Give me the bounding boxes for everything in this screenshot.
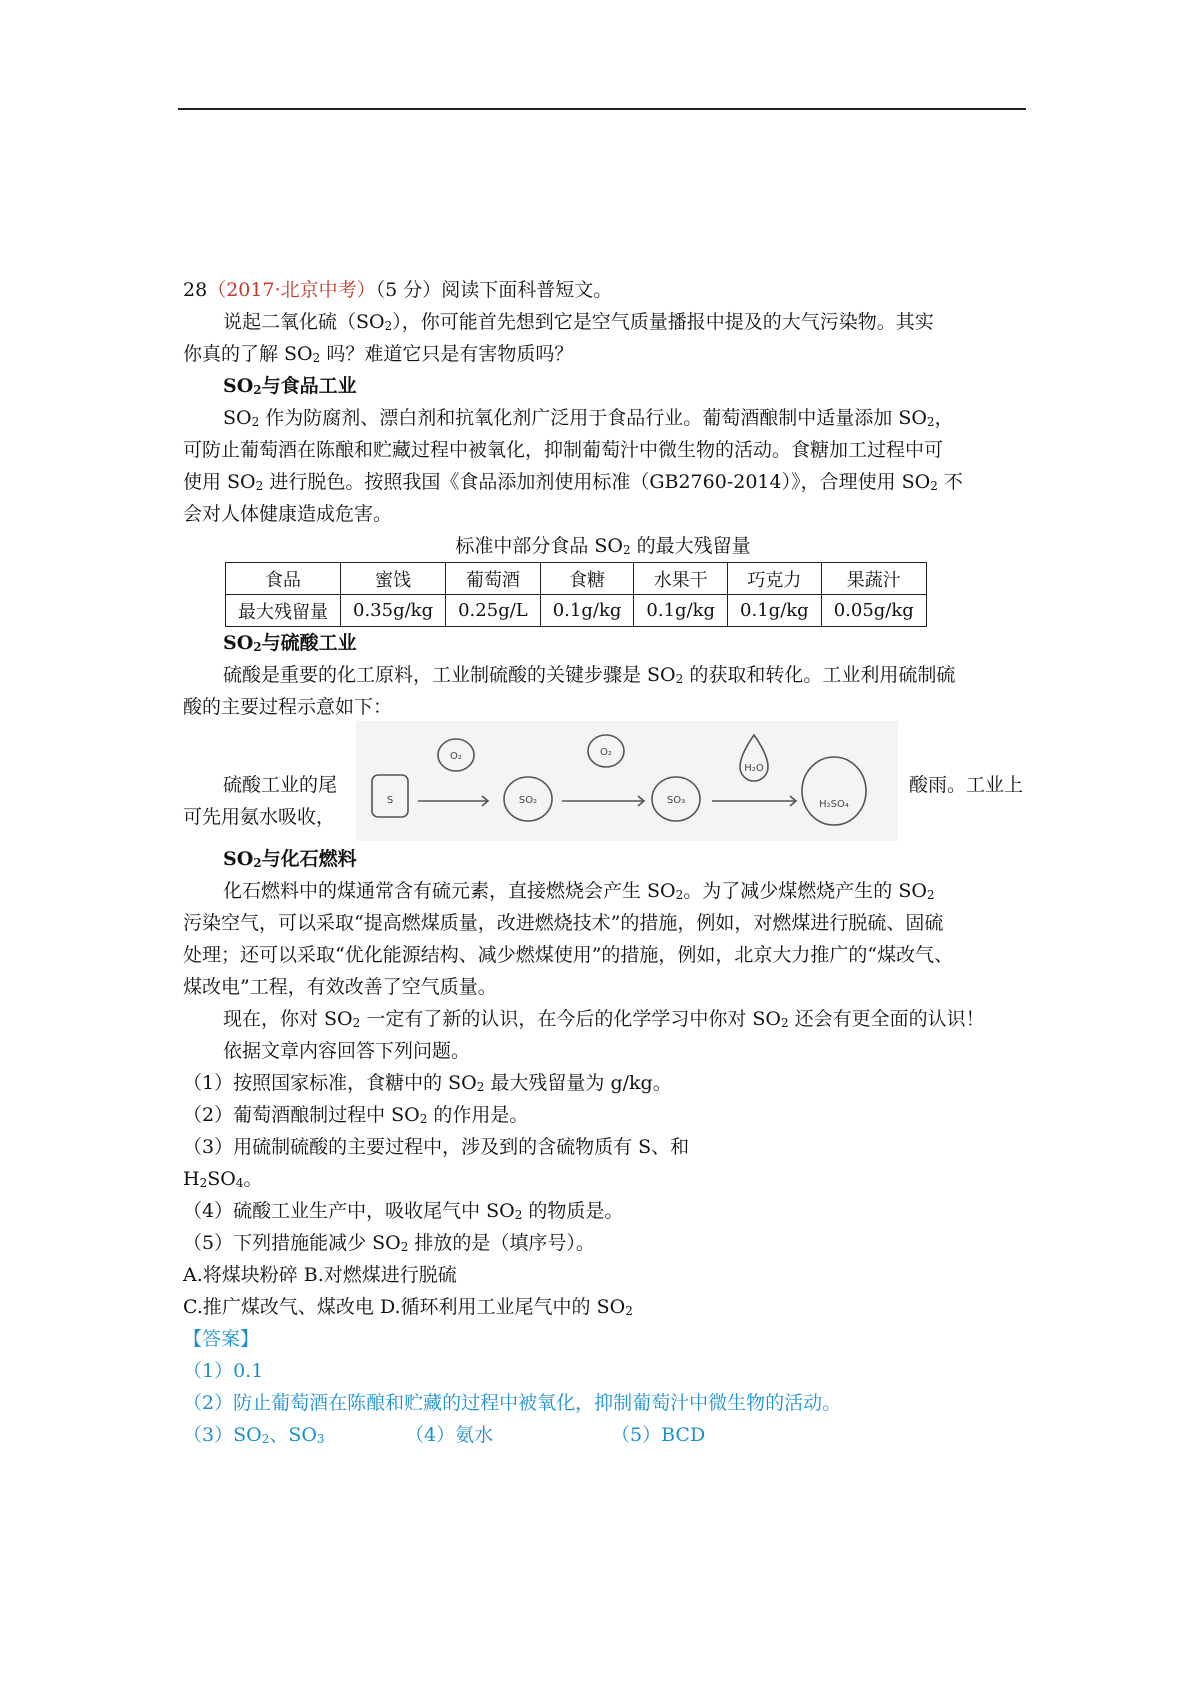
paragraph-2-line4: 会对人体健康造成危害。 [183, 503, 393, 525]
label-o2: O₂ [600, 747, 612, 758]
question-1: （1）按照国家标准，食糖中的 $SO_2$ 最大残留量为 g/kg。 [183, 1072, 672, 1094]
label-h2o: H₂O [744, 763, 764, 774]
question-4: （4）硫酸工业生产中，吸收尾气中 $SO_2$ 的物质是。 [183, 1200, 624, 1222]
question-3-cont: $H_2SO_4$。 [183, 1168, 263, 1190]
intro-text: （5 分）阅读下面科普短文。 [375, 279, 613, 301]
paragraph-7: 依据文章内容回答下列问题。 [223, 1040, 471, 1062]
label-o2: O₂ [450, 751, 462, 762]
paragraph-5-line4: 煤改电”工程，有效改善了空气质量。 [183, 976, 497, 998]
table-header-row [226, 563, 927, 595]
section-heading-food: $SO_2$与食品工业 [223, 375, 357, 397]
answer-5: （5）BCD [611, 1424, 706, 1446]
table-cell: 巧克力 [728, 563, 822, 595]
table-caption: 标准中部分食品 $SO_2$ 的最大残留量 [455, 535, 751, 557]
question-2: （2）葡萄酒酿制过程中 $SO_2$ 的作用是。 [183, 1104, 529, 1126]
label-s: S [386, 795, 394, 806]
paragraph-5: 化石燃料中的煤通常含有硫元素，直接燃烧会产生 $SO_2$。为了减少煤燃烧产生的 $SO_2$ [223, 880, 935, 902]
table-cell: 食品 [226, 563, 341, 595]
paragraph-5-line3: 处理；还可以采取“优化能源结构、减少燃煤使用”的措施，例如，北京大力推广的“煤改气、 [183, 944, 954, 966]
section-heading-acid: $SO_2$与硫酸工业 [223, 632, 357, 654]
label-h2so4: H₂SO₄ [819, 799, 849, 810]
paragraph-2: $SO_2$ 作为防腐剂、漂白剂和抗氧化剂广泛用于食品行业。葡萄酒酿制中适量添加 $SO_2$， [223, 407, 954, 429]
answer-1: （1）0.1 [183, 1360, 264, 1382]
label-so2: SO₂ [518, 795, 538, 806]
section-heading-fossil: $SO_2$与化石燃料 [223, 848, 357, 870]
paragraph-2-line3: 使用 $SO_2$ 进行脱色。按照我国《食品添加剂使用标准（GB2760-2014）》，合理使用 $SO_2$ 不 [183, 471, 963, 493]
paragraph-5-line2: 污染空气，可以采取“提高燃煤质量，改进燃烧技术”的措施，例如，对燃煤进行脱硫、固硫 [183, 912, 944, 934]
answer-3-5 [183, 1419, 1023, 1451]
source-tag: （2017·北京中考） [207, 279, 376, 301]
options-ab: A.将煤块粉碎 B.对燃煤进行脱硫 [183, 1264, 457, 1286]
options-cd: C.推广煤改气、煤改电 D.循环利用工业尾气中的 $SO_2$ [183, 1296, 633, 1318]
table-cell: 0.1g/kg [540, 595, 634, 627]
paragraph-6: 现在，你对 $SO_2$ 一定有了新的认识，在今后的化学学习中你对 $SO_2$ 还会有更全面的认识！ [223, 1008, 985, 1030]
water-drop-icon [740, 735, 768, 781]
table-cell: 蜜饯 [341, 563, 446, 595]
process-diagram [356, 721, 898, 841]
table-cell: 0.05g/kg [821, 595, 926, 627]
table-cell: 水果干 [634, 563, 728, 595]
residue-table [225, 562, 927, 627]
table-cell: 0.25g/L [446, 595, 541, 627]
question-header [183, 274, 1023, 306]
label-so3: SO₃ [666, 795, 686, 806]
table-cell: 最大残留量 [226, 595, 341, 627]
process-figure-row [183, 747, 1023, 843]
table-cell: 食糖 [540, 563, 634, 595]
sulfuric-acid-process-figure [356, 721, 898, 841]
paragraph-4-left: 硫酸工业的尾 [223, 774, 338, 796]
paragraph-1: 说起二氧化硫$(SO_2)$，你可能首先想到它是空气质量播报中提及的大气污染物。其实 [223, 311, 934, 333]
answer-4: （4）氨水 [405, 1424, 494, 1446]
table-row [226, 595, 927, 627]
sulfuric-acid-character-icon [802, 757, 866, 825]
question-3: （3）用硫制硫酸的主要过程中，涉及到的含硫物质有 S、和 [183, 1136, 690, 1158]
table-cell: 0.1g/kg [728, 595, 822, 627]
paragraph-2-line2: 可防止葡萄酒在陈酿和贮藏过程中被氧化，抑制葡萄汁中微生物的活动。食糖加工过程中可 [183, 439, 944, 461]
paragraph-3-line2: 酸的主要过程示意如下： [183, 696, 393, 718]
table-cell: 0.1g/kg [634, 595, 728, 627]
document-body [183, 274, 1023, 1451]
answer-2: （2）防止葡萄酒在陈酿和贮藏的过程中被氧化，抑制葡萄汁中微生物的活动。 [183, 1392, 842, 1414]
answer-title: 【答案】 [183, 1328, 260, 1350]
paragraph-1-cont: 你真的了解 $SO_2$ 吗？难道它只是有害物质吗？ [183, 343, 574, 365]
paragraph-4-line2: 可先用氨水吸收， [183, 806, 336, 828]
table-cell: 葡萄酒 [446, 563, 541, 595]
header-rule [178, 108, 1026, 110]
answer-3: $(3)SO_2$、$SO_3$ [183, 1424, 325, 1446]
paragraph-3: 硫酸是重要的化工原料，工业制硫酸的关键步骤是 $SO_2$ 的获取和转化。工业利用硫制硫 [223, 664, 956, 686]
table-cell: 0.35g/kg [341, 595, 446, 627]
question-number: 28 [183, 279, 208, 301]
paragraph-4-right: 酸雨。工业上 [908, 774, 1023, 796]
question-5: （5）下列措施能减少 $SO_2$ 排放的是（填序号）。 [183, 1232, 595, 1254]
table-cell: 果蔬汁 [821, 563, 926, 595]
